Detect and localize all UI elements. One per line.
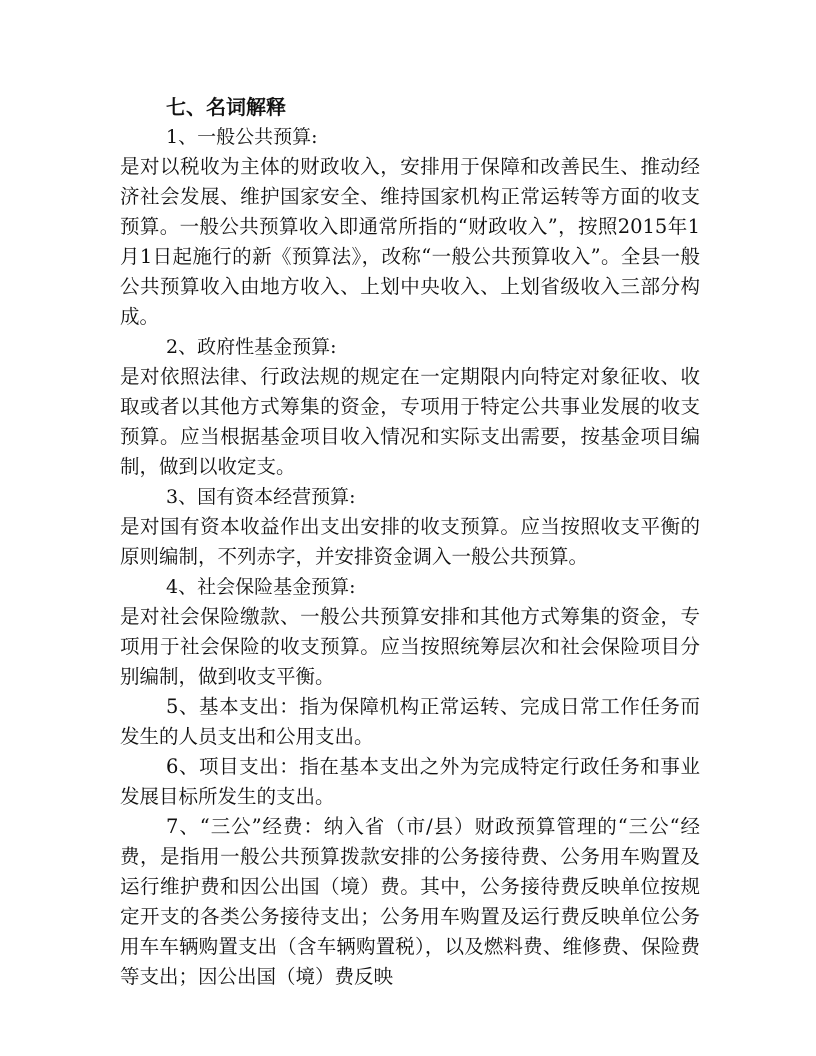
definition-project-expenditure: 6、项目支出：指在基本支出之外为完成特定行政任务和事业发展目标所发生的支出。 (120, 755, 700, 808)
term-state-capital-budget: 3、国有资本经营预算: (166, 486, 356, 508)
term-government-fund-budget: 2、政府性基金预算: (166, 336, 337, 358)
definition-state-capital-budget: 是对国有资本收益作出支出安排的收支预算。应当按照收支平衡的原则编制，不列赤字，并安排资金调入一般公共预算。 (120, 515, 700, 568)
definition-general-public-budget: 是对以税收为主体的财政收入，安排用于保障和改善民生、推动经济社会发展、维护国家安全、维持国家机构正常运转等方面的收支预算。一般公共预算收入即通常所指的“财政收入”，按照2015年1月1日起施行的新《预算法》，改称“一般公共预算收入”。全县一般公共预算收入由地方收入、上划中央收入、上划省级收入三部分构成。 (120, 155, 700, 328)
definition-government-fund-budget: 是对依照法律、行政法规的规定在一定期限内向特定对象征收、收取或者以其他方式筹集的资金，专项用于特定公共事业发展的收支预算。应当根据基金项目收入情况和实际支出需要，按基金项目编制，做到以收定支。 (120, 365, 700, 478)
document-page (120, 92, 700, 992)
term-general-public-budget: 1、一般公共预算: (166, 126, 318, 148)
term-social-insurance-fund-budget: 4、社会保险基金预算: (166, 576, 356, 598)
section-heading: 七、名词解释 (166, 95, 286, 119)
definition-social-insurance-fund-budget: 是对社会保险缴款、一般公共预算安排和其他方式筹集的资金，专项用于社会保险的收支预算。应当按照统筹层次和社会保险项目分别编制，做到收支平衡。 (120, 605, 700, 688)
definition-basic-expenditure: 5、基本支出：指为保障机构正常运转、完成日常工作任务而发生的人员支出和公用支出。 (120, 695, 700, 748)
definition-three-public-expenses: 7、“三公”经费：纳入省（市/县）财政预算管理的“三公“经费，是指用一般公共预算拨款安排的公务接待费、公务用车购置及运行维护费和因公出国（境）费。其中，公务接待费反映单位按规定开支的各类公务接待支出；公务用车购置及运行费反映单位公务用车车辆购置支出（含车辆购置税），以及燃料费、维修费、保险费等支出；因公出国（境）费反映 (120, 815, 700, 988)
